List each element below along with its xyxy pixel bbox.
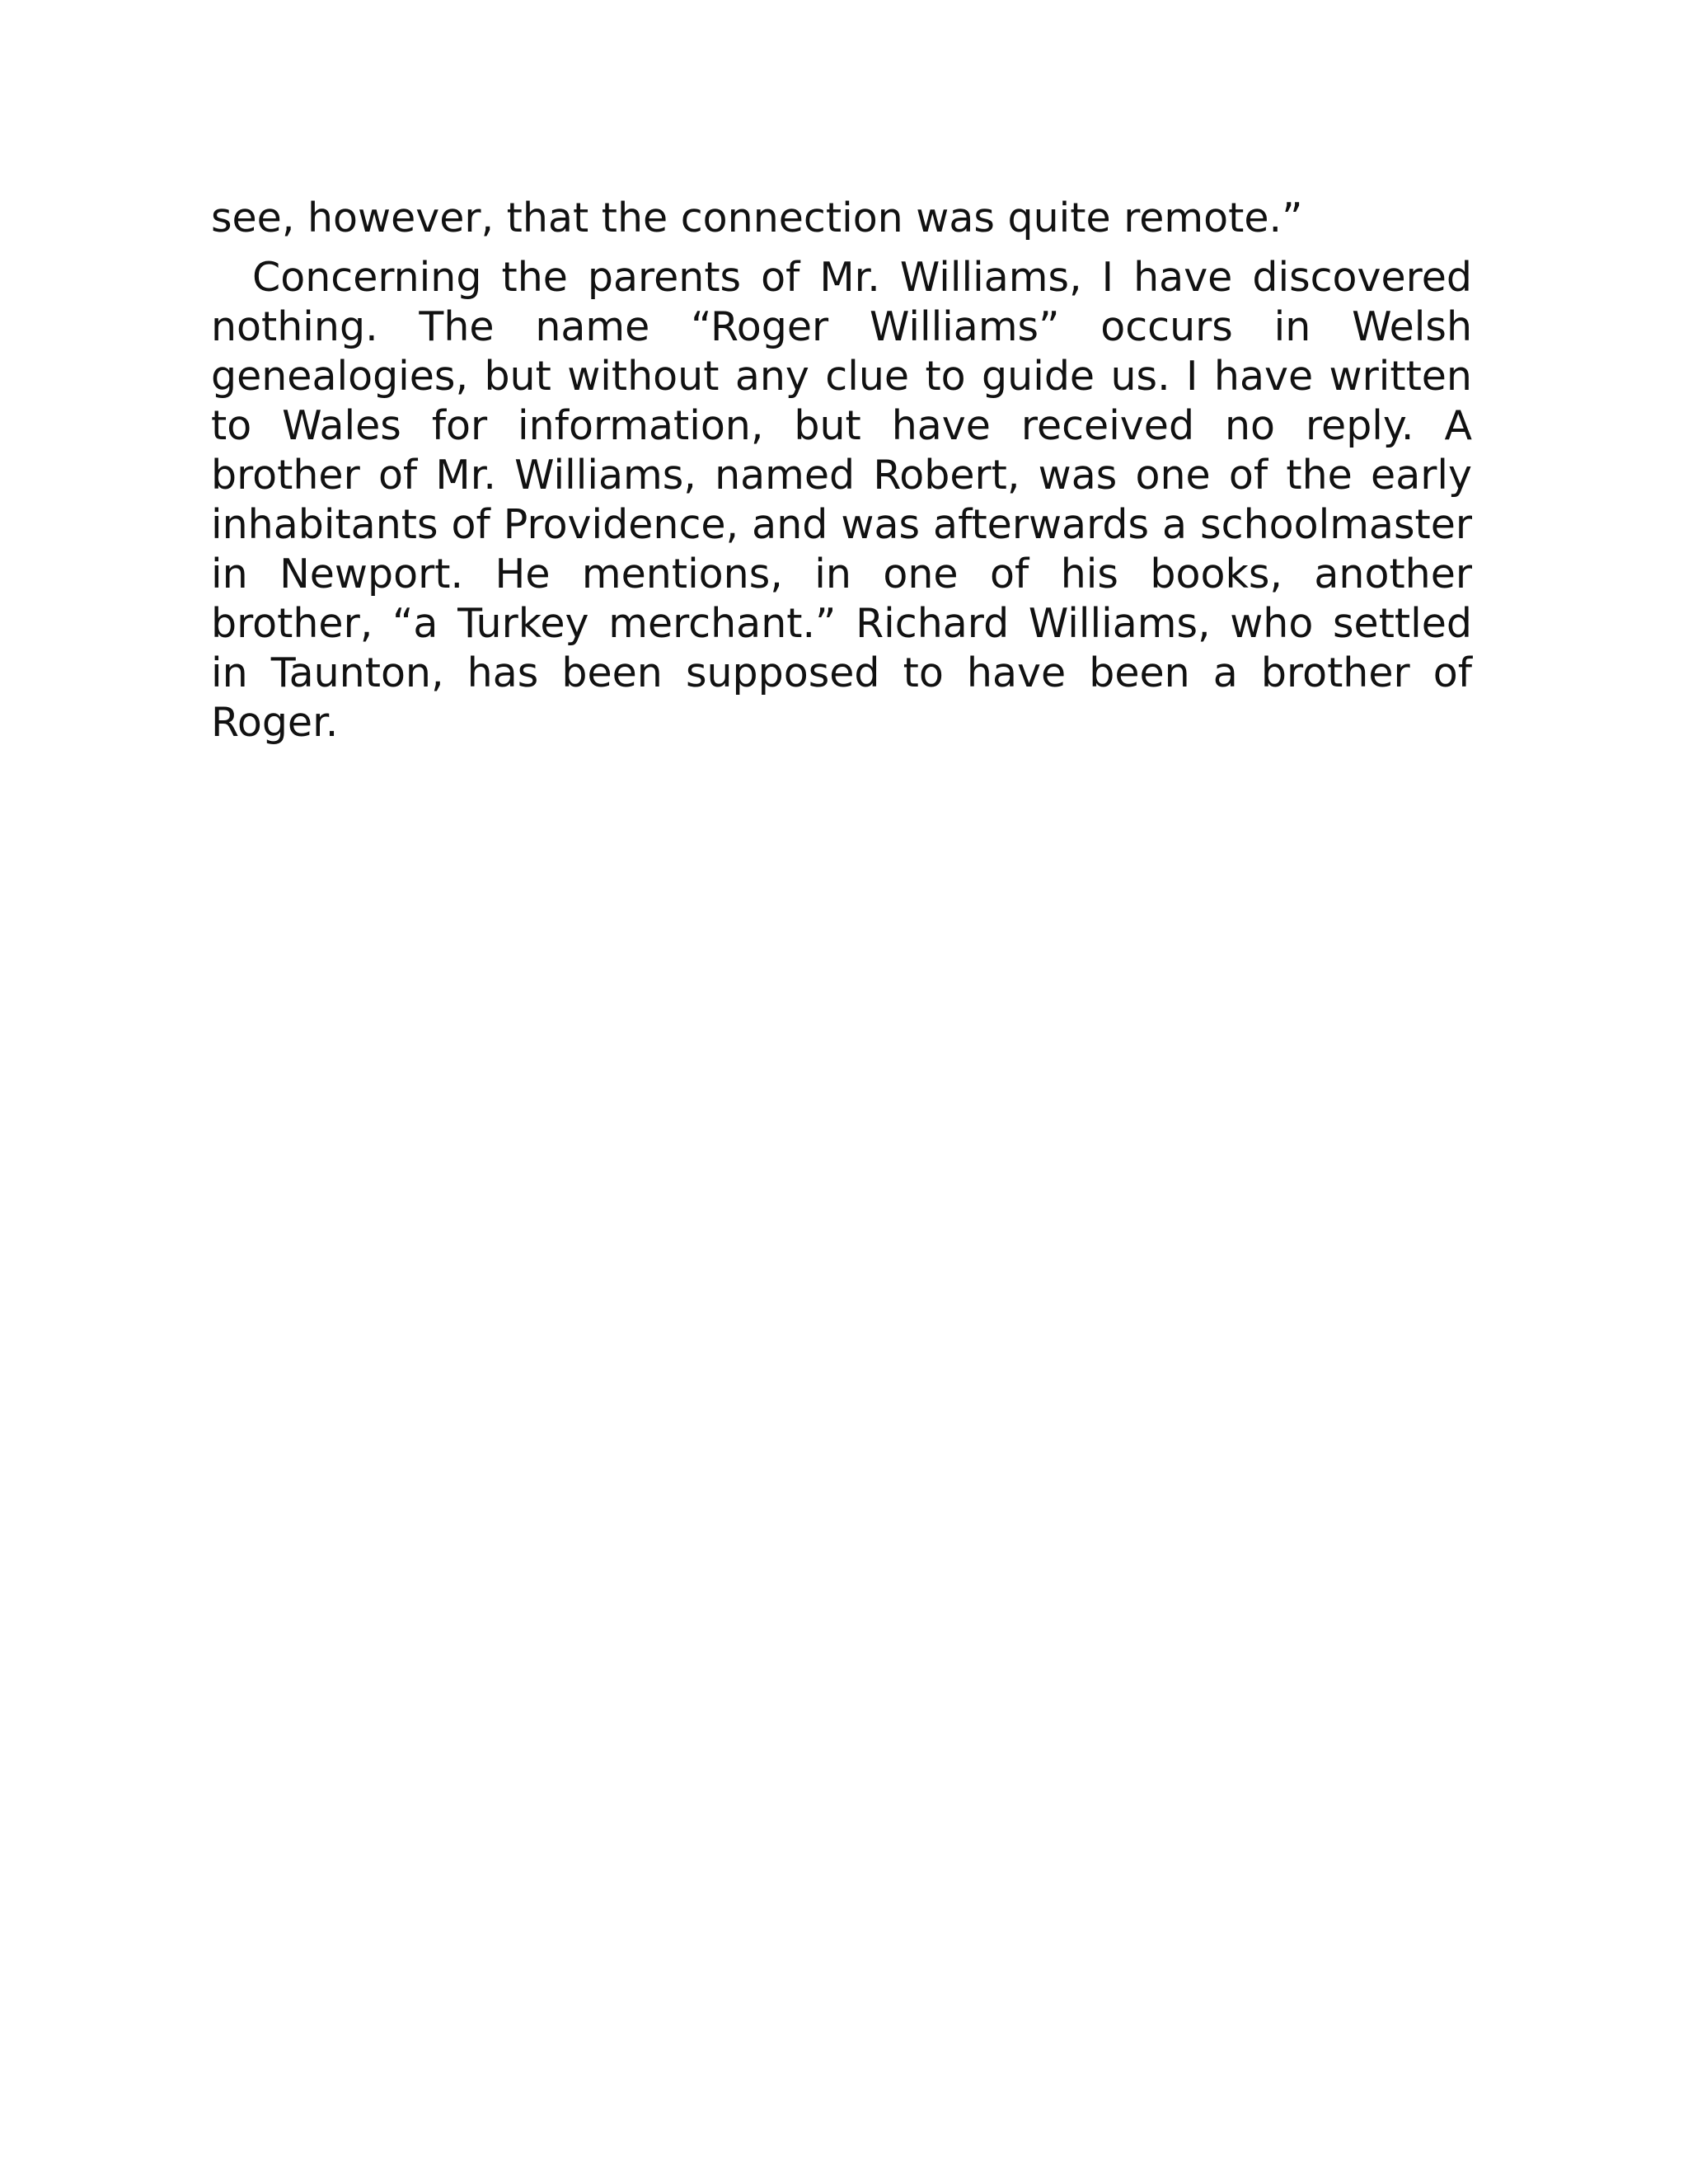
paragraph-parents: Concerning the parents of Mr. Williams, I have discovered nothing. The name “Roger Williams” occurs in Welsh genealogies, but without any clue to guide us. I have written to Wales for information, but have received no reply. A brother of Mr. Williams, named Robert, was one of the early inhabitants of Providence, and was afterwards a schoolmaster in Newport. He mentions, in one of his books, another brother, “a Turkey merchant.” Richard Williams, who settled in Taunton, has been supposed to have been a brother of Roger. <box>211 254 1472 746</box>
paragraph-continuation: see, however, that the connection was quite remote.” <box>211 194 1303 241</box>
body-text <box>211 194 1472 748</box>
